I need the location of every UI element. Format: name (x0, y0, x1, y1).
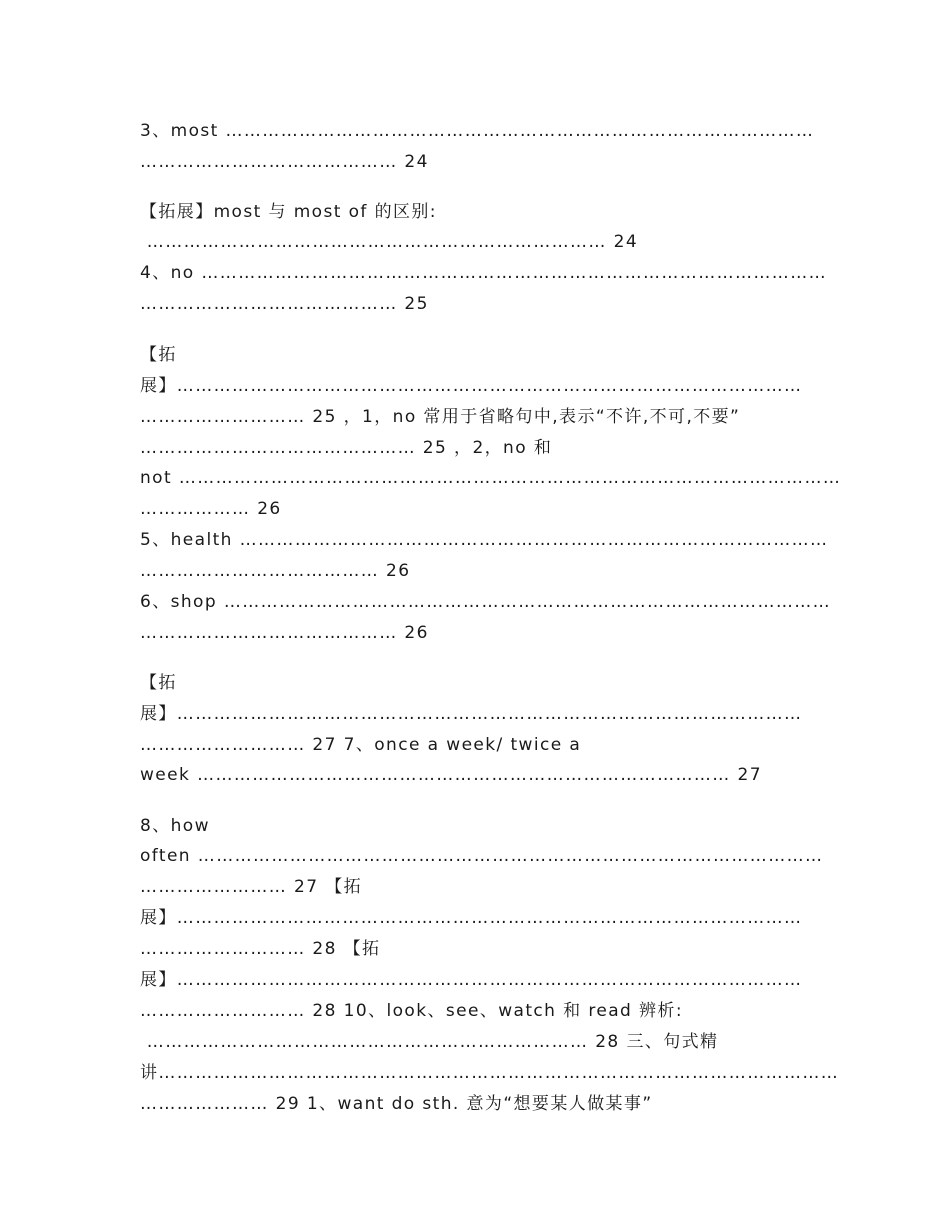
toc-entry-extension-2-dots: 展】………………………………………………………………………………………… (140, 704, 803, 724)
toc-entry-often: often ………………………………………………………………………………………… (140, 846, 824, 866)
toc-entry-sentence-patterns-dots: 讲………………………………………………………………………………………………… (140, 1063, 840, 1083)
toc-entry-most-vs-most-of: 【拓展】most 与 most of 的区别: (140, 202, 437, 222)
toc-entry-most-page: …………………………………… 24 (140, 152, 429, 172)
toc-entry-most: 3、most …………………………………………………………………………………… (140, 121, 815, 141)
toc-entry-no-page: …………………………………… 25 (140, 294, 429, 314)
toc-entry-look-see-watch-read: ……………………… 28 10、look、see、watch 和 read 辨析: (140, 1001, 683, 1021)
toc-entry-extension-1: 【拓 (140, 345, 177, 365)
toc-entry-health: 5、health …………………………………………………………………………………… (140, 530, 829, 550)
toc-entry-not-page: ……………… 26 (140, 499, 282, 519)
toc-entry-not: not ……………………………………………………………………………………………… (140, 468, 842, 488)
toc-entry-often-page: …………………… 27 【拓 (140, 877, 363, 897)
toc-entry-shop: 6、shop ……………………………………………………………………………………… (140, 592, 832, 612)
toc-entry-once-a-week: ……………………… 27 7、once a week/ twice a (140, 735, 582, 755)
toc-entry-want-do-sth: ………………… 29 1、want do sth. 意为“想要某人做某事” (140, 1094, 653, 1114)
toc-entry-week-page: week …………………………………………………………………………… 27 (140, 765, 762, 785)
toc-entry-extension-4-dots: 展】………………………………………………………………………………………… (140, 970, 803, 990)
toc-entry-extension-2: 【拓 (140, 673, 177, 693)
toc-entry-how: 8、how (140, 816, 210, 836)
toc-entry-health-page: ………………………………… 26 (140, 561, 411, 581)
toc-entry-no-and-not: ……………………………………… 25 ，2，no 和 (140, 438, 553, 458)
toc-entry-extension-1-dots: 展】………………………………………………………………………………………… (140, 376, 803, 396)
toc-entry-extension-3-page: ……………………… 28 【拓 (140, 939, 381, 959)
toc-entry-no: 4、no ………………………………………………………………………………………… (140, 263, 827, 283)
toc-entry-most-vs-most-of-page: ………………………………………………………………… 24 (140, 232, 639, 252)
toc-entry-extension-3-dots: 展】………………………………………………………………………………………… (140, 908, 803, 928)
toc-entry-shop-page: …………………………………… 26 (140, 623, 429, 643)
toc-entry-no-ellipsis: ……………………… 25 ，1，no 常用于省略句中,表示“不许,不可,不要” (140, 407, 741, 427)
toc-entry-sentence-patterns: ……………………………………………………………… 28 三、句式精 (140, 1032, 719, 1052)
